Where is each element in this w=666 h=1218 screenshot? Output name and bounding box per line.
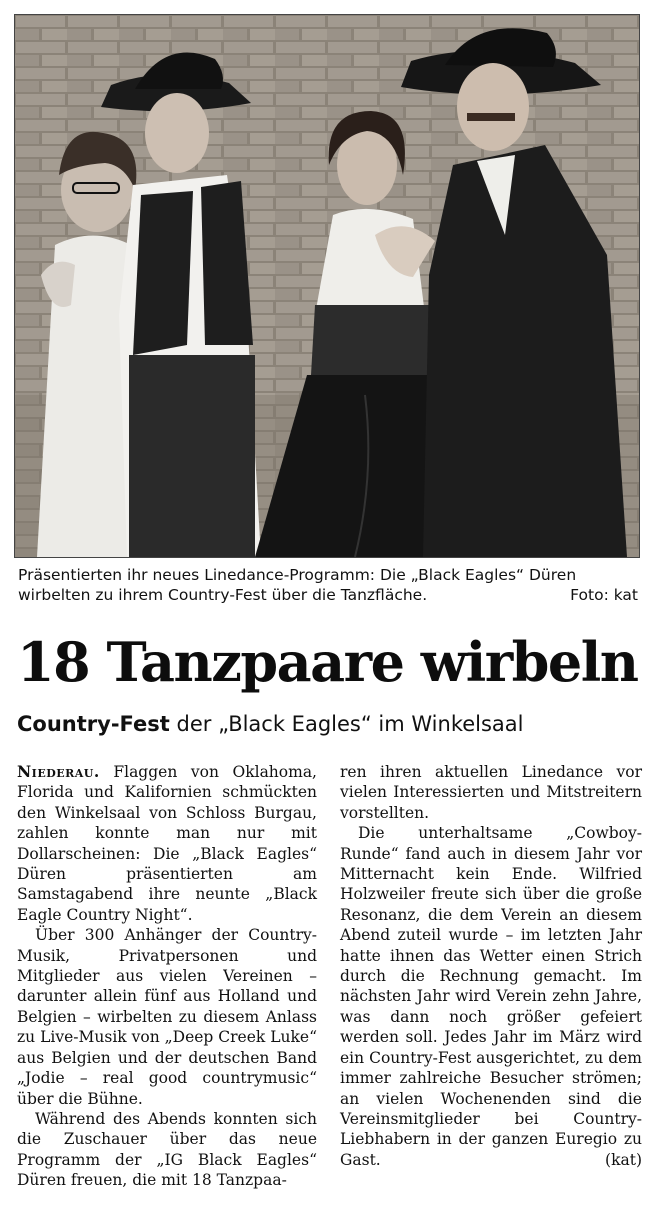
dateline: Niederau. bbox=[17, 762, 100, 781]
caption-line-1: Präsentierten ihr neues Linedance-Programm: Die „Black Eagles“ Düren bbox=[18, 566, 577, 584]
photo-credit: Foto: kat bbox=[570, 586, 638, 604]
subhead-bold: Country-Fest bbox=[17, 712, 170, 736]
paragraph-4 bbox=[340, 823, 642, 1170]
caption-line-2 bbox=[18, 585, 638, 605]
article-subhead bbox=[17, 710, 657, 738]
paragraph-3: Während des Abends konnten sich die Zuschauer über das neue Programm der „IG Black Eagles“ Düren freuen, die mit 18 Tanzpaa- bbox=[17, 1109, 317, 1190]
paragraph-4-text: Die unterhaltsame „Cowboy-Runde“ fand auch in diesem Jahr vor Mitternacht kein Ende. Wilfried Holzweiler freute sich über die große Resonanz, die dem Verein an diesem Abend zuteil wurde – im letzten Jahr hatte ihnen das Wetter einen Strich durch die Rechnung gemacht. Im nächsten Jahr wird Verein zehn Jahre, was dann noch größer gefeiert werden soll. Jedes Jahr im März wird ein Country-Fest ausgerichtet, zu dem immer zahlreiche Besucher strömen; an vielen Wochenenden sind die Vereinsmitglieder bei Country-Liebhabern in der ganzen Euregio zu Gast. bbox=[340, 824, 642, 1169]
article-headline: 18 Tanzpaare wirbeln bbox=[17, 630, 638, 694]
article-column-right bbox=[340, 762, 642, 1170]
paragraph-1 bbox=[17, 762, 317, 925]
paragraph-3-continued: ren ihren aktuellen Linedance vor vielen Interessierten und Mitstreitern vorstellten. bbox=[340, 763, 642, 822]
photo-four-dancers-in-western-costume bbox=[15, 15, 639, 557]
photo-caption bbox=[18, 565, 638, 605]
article-photo bbox=[14, 14, 640, 558]
paragraph-1-text: Flaggen von Oklahoma, Florida und Kalifornien schmückten den Winkelsaal von Schloss Burgau, zahlen konnte man nur mit Dollarscheinen: Die „Black Eagles“ Düren präsentierten am Samstagabend ihre neunte „Black Eagle Country Night“. bbox=[17, 763, 317, 924]
paragraph-2: Über 300 Anhänger der Country-Musik, Privatpersonen und Mitglieder aus vielen Vereinen – darunter allein fünf aus Holland und Belgien – wirbelten zu diesem Anlass zu Live-Musik von „Deep Creek Luke“ aus Belgien und der deutschen Band „Jodie – real good countrymusic“ über die Bühne. bbox=[17, 926, 317, 1108]
subhead-rest: der „Black Eagles“ im Winkelsaal bbox=[169, 712, 524, 736]
caption-text-2: wirbelten zu ihrem Country-Fest über die Tanzfläche. bbox=[18, 586, 428, 604]
article-column-left bbox=[17, 762, 317, 1191]
author-initials: (kat) bbox=[605, 1150, 642, 1169]
